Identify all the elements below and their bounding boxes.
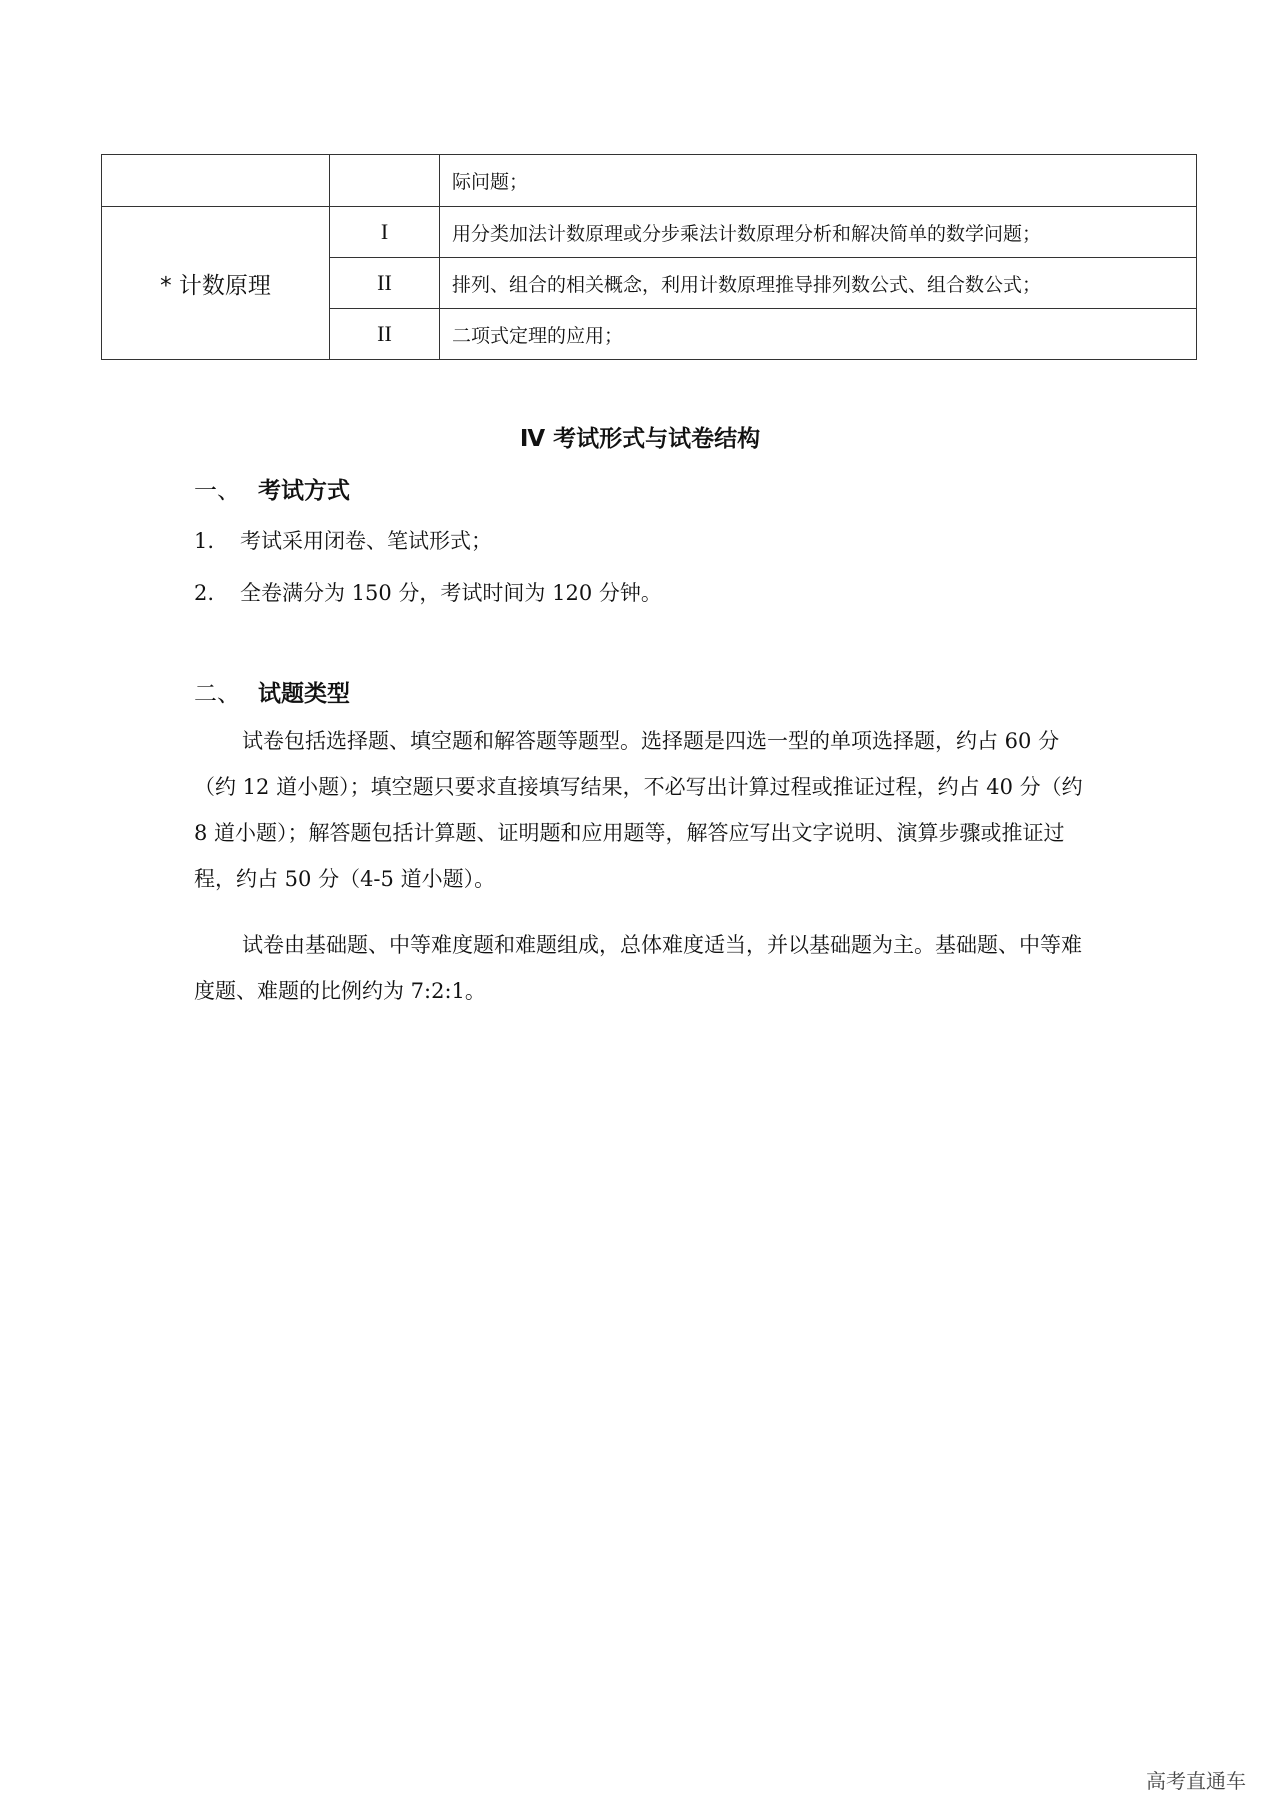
requirement-cell: 际问题； [440, 155, 1197, 207]
list-item [194, 525, 492, 555]
syllabus-table [101, 154, 1197, 360]
section-title: Ⅳ 考试形式与试卷结构 [519, 426, 761, 452]
part2-title: 试题类型 [258, 681, 350, 707]
list-item-number: 2. [194, 581, 215, 605]
level-cell-empty [330, 155, 440, 207]
level-cell: I [330, 207, 440, 258]
watermark: 高考直通车 [1146, 1769, 1246, 1793]
list-item-text: 全卷满分为 150 分，考试时间为 120 分钟。 [240, 581, 662, 605]
part2-number: 二、 [194, 681, 240, 707]
paragraph-difficulty: 试卷由基础题、中等难度题和难题组成，总体难度适当，并以基础题为主。基础题、中等难度题、难题的比例约为 7:2:1。 [194, 933, 1082, 1003]
topic-cell-counting-principle: * 计数原理 [102, 207, 330, 360]
table-row [102, 207, 1197, 258]
requirement-cell: 用分类加法计数原理或分步乘法计数原理分析和解决简单的数学问题； [440, 207, 1197, 258]
list-item-text: 考试采用闭卷、笔试形式； [240, 529, 492, 553]
topic-cell-empty [102, 155, 330, 207]
part1-heading [194, 472, 350, 505]
list-item [194, 577, 662, 607]
part2-heading [194, 675, 350, 708]
part1-number: 一、 [194, 478, 240, 504]
paragraph-question-types: 试卷包括选择题、填空题和解答题等题型。选择题是四选一型的单项选择题，约占 60 分（约 12 道小题）；填空题只要求直接填写结果，不必写出计算过程或推证过程，约占 40 分（约 8 道小题）；解答题包括计算题、证明题和应用题等，解答应写出文字说明、演算步骤或推证过程，约占 50 分（4-5 道小题）。 [194, 729, 1083, 891]
requirement-cell: 二项式定理的应用； [440, 309, 1197, 360]
level-cell: II [330, 258, 440, 309]
part1-title: 考试方式 [258, 478, 350, 504]
table-row-continuation [102, 155, 1197, 207]
level-cell: II [330, 309, 440, 360]
requirement-cell: 排列、组合的相关概念，利用计数原理推导排列数公式、组合数公式； [440, 258, 1197, 309]
list-item-number: 1. [194, 529, 215, 553]
